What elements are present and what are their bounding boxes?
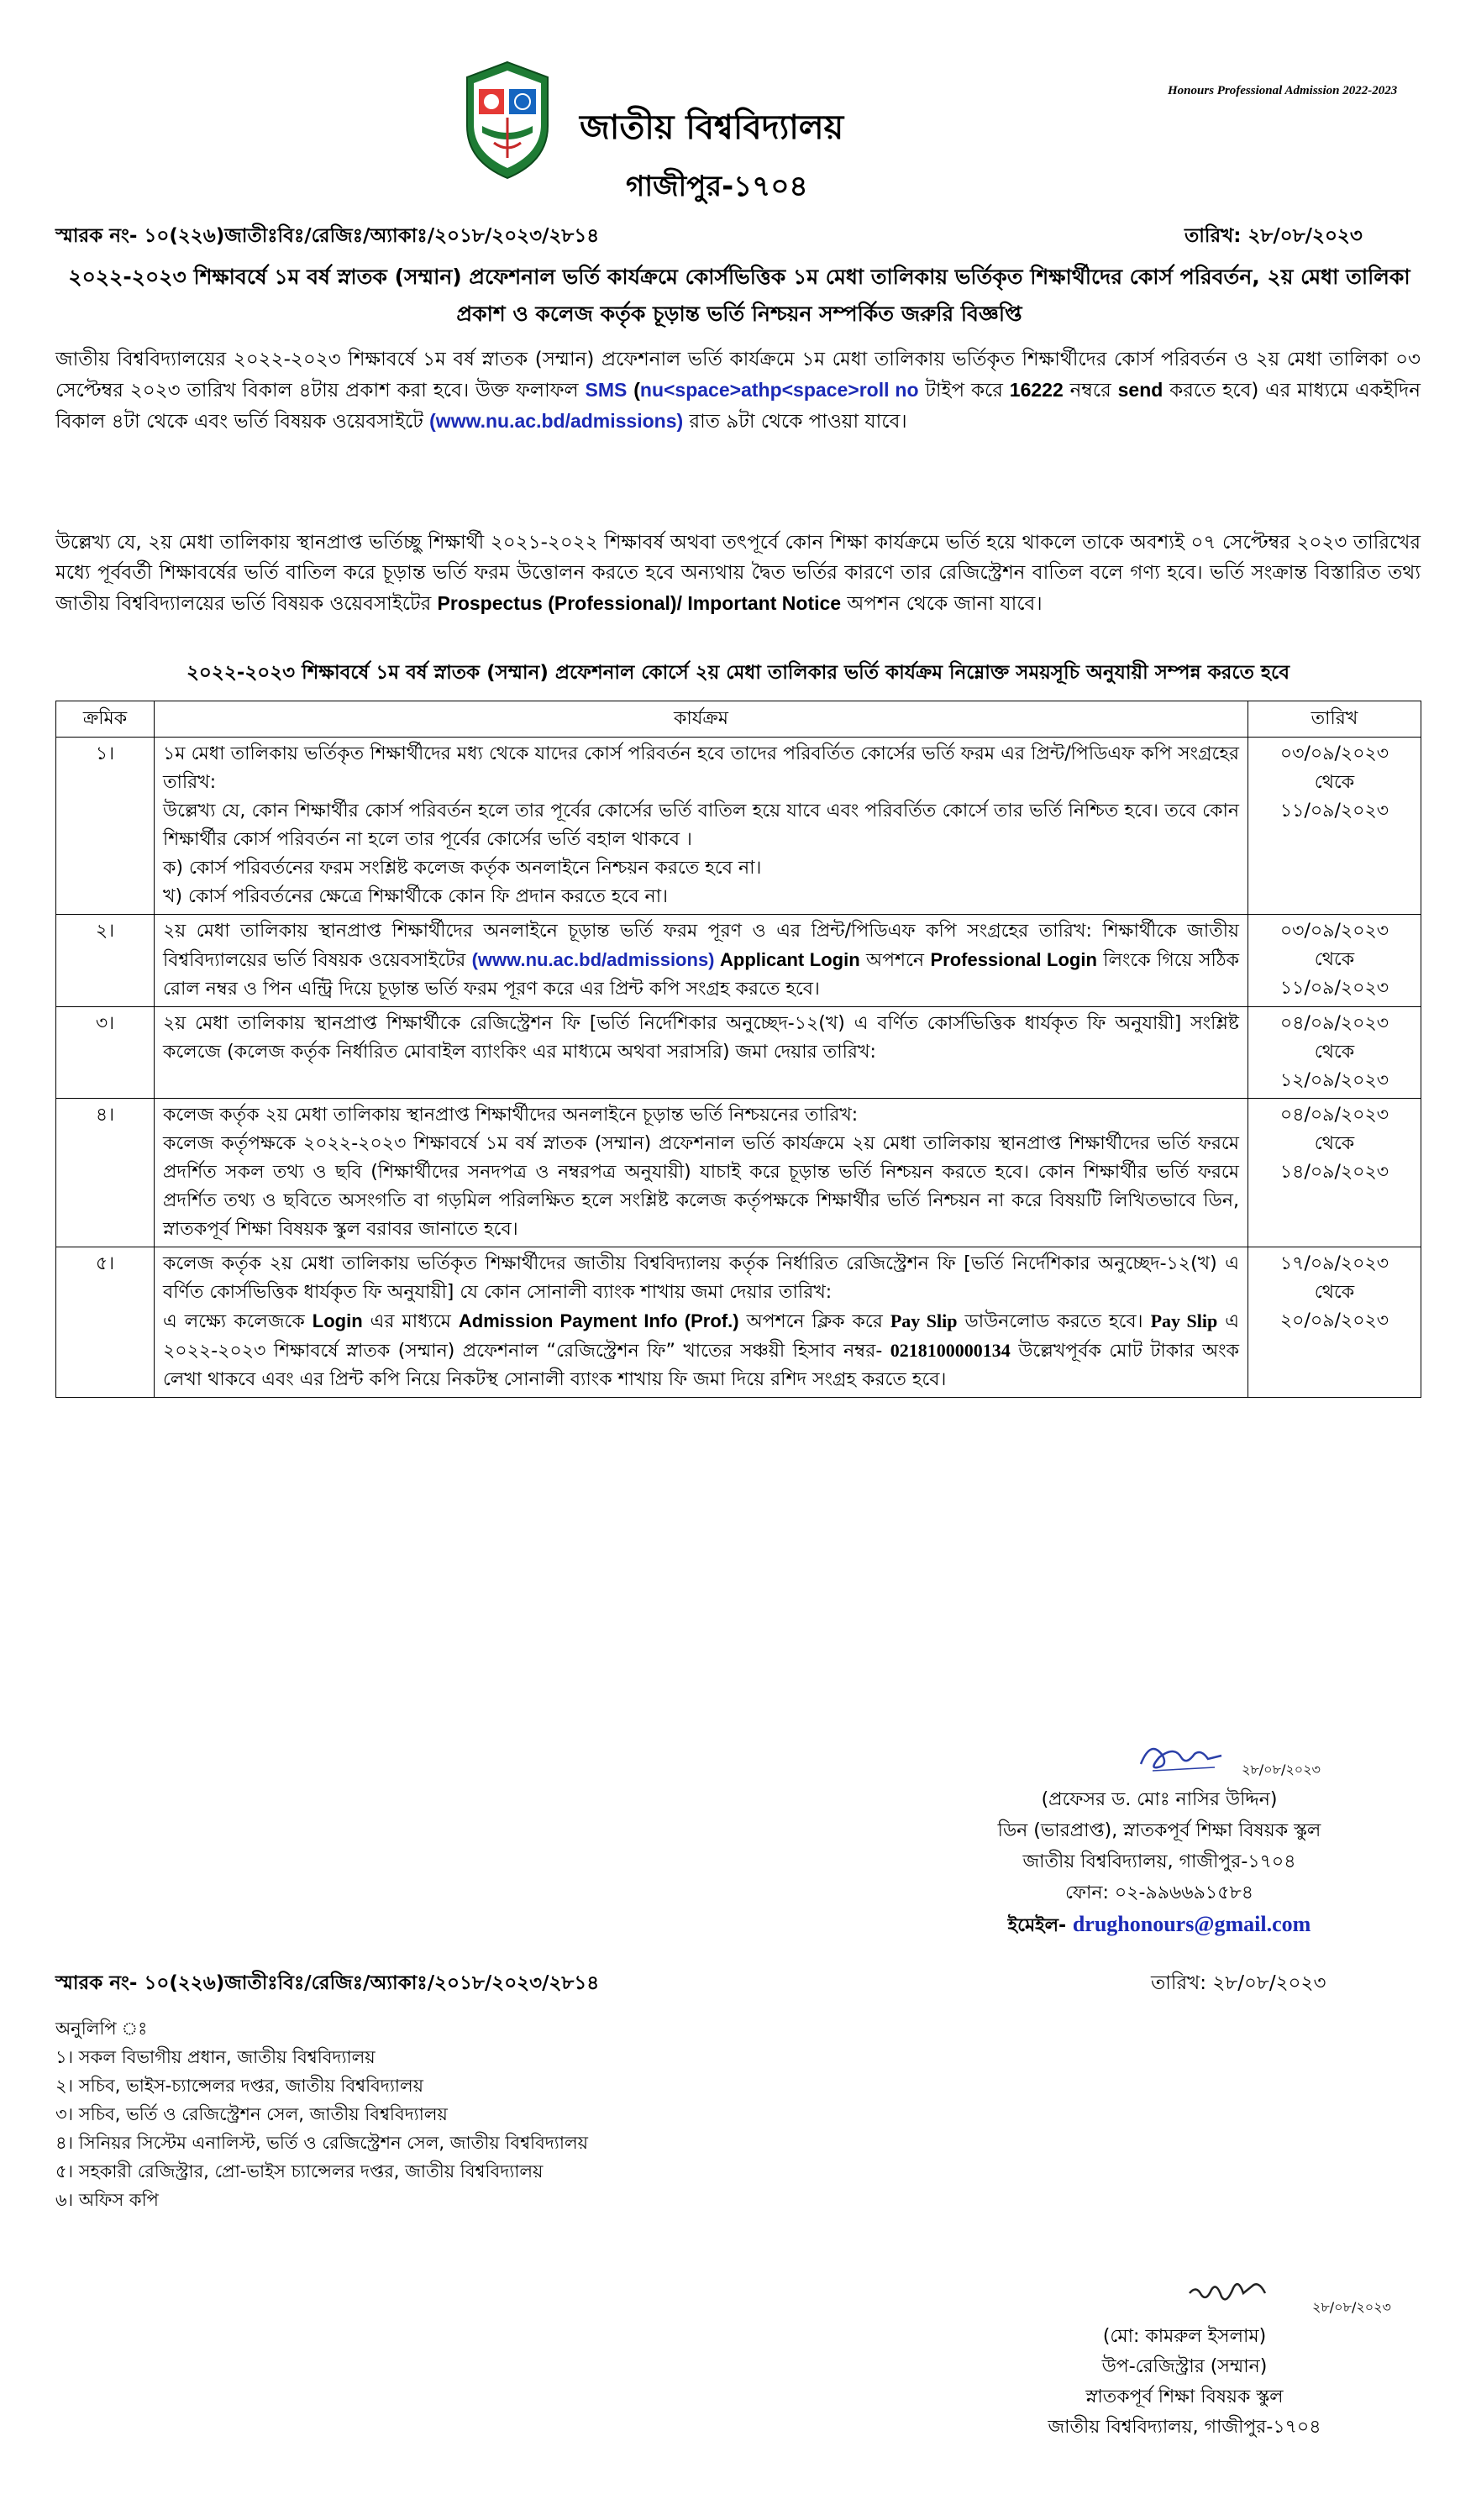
row-activity (155, 1007, 1248, 1099)
copies-list (55, 2014, 588, 2214)
activity-text: ডাউনলোড করতে হবে। (957, 1311, 1151, 1332)
payment-info-option: Admission Payment Info (Prof.) (458, 1310, 739, 1331)
memo2-date: তারিখ: ২৮/০৮/২০২৩ (1151, 1972, 1326, 1994)
signatory-deputy-registrar (924, 2322, 1445, 2443)
row-serial: ১। (56, 738, 155, 915)
signature-dean (1134, 1732, 1226, 1774)
signatory-designation: ডিন (ভারপ্রাপ্ত), স্নাতকপূর্ব শিক্ষা বিষয়ক স্কুল (997, 1820, 1321, 1841)
table-row (56, 915, 1421, 1007)
date-from: ০৩/০৯/২০২৩ (1279, 743, 1389, 764)
sign-date: ২৮/০৮/২০২৩ (1312, 2299, 1391, 2315)
activity-text: লিংকে গিয়ে সঠিক রোল নম্বর ও পিন এন্ট্রি দিয়ে চূড়ান্ত ভর্তি ফরম পূরণ করে এর প্রিন্ট কপি সংগ্রহ করতে হবে। (163, 950, 1239, 1000)
sms-number: 16222 (1009, 379, 1064, 401)
date-separator: থেকে (1314, 1042, 1355, 1063)
signatory-phone: ফোন: ০২-৯৯৬৬৯১৫৮৪ (1064, 1882, 1253, 1903)
signatory-designation: উপ-রেজিস্ট্রার (সম্মান) (1101, 2356, 1268, 2377)
sign-date: ২৮/০৮/২০২৩ (1242, 1761, 1321, 1777)
para2-text: উল্লেখ্য যে, ২য় মেধা তালিকায় স্থানপ্রাপ্ত ভর্তিচ্ছু শিক্ষার্থী ২০২১-২০২২ শিক্ষাবর্ষ অথবা তৎপূর্বে কোন শিক্ষা কার্যক্রমে ভর্তি হয়ে থাকলে তাকে অবশ্যই ০৭ সেপ্টেম্বর ২০২৩ তারিখের মধ্যে পূর্ববর্তী শিক্ষাবর্ষের ভর্তি বাতিল করে চূড়ান্ত ভর্তি ফরম উত্তোলন করতে হবে অন্যথায় দ্বৈত ভর্তির কারণে তার রেজিস্ট্রেশন বাতিল বলে গণ্য হবে। ভর্তি সংক্রান্ত বিস্তারিত তথ্য জাতীয় বিশ্ববিদ্যালয়ের ভর্তি বিষয়ক ওয়েবসাইটের (55, 532, 1421, 615)
table-row (56, 738, 1421, 915)
email-label: ইমেইল- (1007, 1915, 1073, 1936)
date-separator: থেকে (1314, 772, 1355, 793)
activity-line: কলেজ কর্তৃক ২য় মেধা তালিকায় ভর্তিকৃত শিক্ষার্থীদের জাতীয় বিশ্ববিদ্যালয় কর্তৃক নির্ধারিত রেজিস্ট্রেশন ফি [ভর্তি নির্দেশিকার অনুচ্ছেদ-১২(খ) এ বর্ণিত কোর্সভিত্তিক ধার্যকৃত ফি অনুযায়ী] যে কোন সোনালী ব্যাংক শাখায় জমা দেয়ার তারিখ: (163, 1253, 1239, 1303)
para1-text: রাত ৯টা থেকে পাওয়া যাবে। (683, 411, 907, 433)
account-number: 0218100000134 (890, 1340, 1011, 1361)
list-item: ৬। অফিস কপি (55, 2190, 159, 2210)
row-date (1248, 1099, 1421, 1247)
row-date (1248, 738, 1421, 915)
list-item: ২। সচিব, ভাইস-চ্যান্সেলর দপ্তর, জাতীয় বিশ্ববিদ্যালয় (55, 2076, 424, 2096)
send-keyword: send (1117, 379, 1163, 401)
table-header-row (56, 701, 1421, 738)
admission-website-link[interactable]: (www.nu.ac.bd/admissions) (429, 410, 684, 432)
row-serial: ৫। (56, 1247, 155, 1398)
activity-line (163, 1307, 1239, 1394)
activity-text: উল্লেখপূর্বক মোট টাকার অংক লেখা থাকবে এবং এর প্রিন্ট কপি নিয়ে নিকটস্থ সোনালী ব্যাংক শাখায় ফি জমা দিয়ে রশিদ সংগ্রহ করতে হবে। (163, 1341, 1240, 1390)
list-item: ১। সকল বিভাগীয় প্রধান, জাতীয় বিশ্ববিদ্যালয় (55, 2047, 376, 2067)
row-activity (155, 1099, 1248, 1247)
activity-text: ২য় মেধা তালিকায় স্থানপ্রাপ্ত শিক্ষার্থীদের অনলাইনে চূড়ান্ত ভর্তি ফরম পূরণ ও এর প্রিন্ট/পিডিএফ কপি সংগ্রহের তারিখ: শিক্ষার্থীকে জাতীয় বিশ্ববিদ্যালয়ের ভর্তি বিষয়ক ওয়েবসাইটের (163, 921, 1239, 971)
date-from: ১৭/০৯/২০২৩ (1279, 1253, 1389, 1274)
list-item: ৪। সিনিয়র সিস্টেম এনালিস্ট, ভর্তি ও রেজিস্ট্রেশন সেল, জাতীয় বিশ্ববিদ্যালয় (55, 2133, 588, 2153)
memo-date: তারিখ: ২৮/০৮/২০২৩ (1184, 225, 1363, 247)
signatory-address: জাতীয় বিশ্ববিদ্যালয়, গাজীপুর-১৭০৪ (1048, 2417, 1321, 2438)
para1-text: টাইপ করে (918, 380, 1010, 402)
activity-line: খ) কোর্স পরিবর্তনের ক্ষেত্রে শিক্ষার্থীকে কোন ফি প্রদান করতে হবে না। (163, 886, 668, 907)
date-to: ১৪/০৯/২০২৩ (1279, 1162, 1389, 1183)
row-activity (155, 915, 1248, 1007)
row-activity (155, 738, 1248, 915)
session-note: Honours Professional Admission 2022-2023 (1168, 84, 1398, 97)
signatory-office: জাতীয় বিশ্ববিদ্যালয়, গাজীপুর-১৭০৪ (1022, 1851, 1296, 1872)
date-separator: থেকে (1314, 949, 1355, 970)
date-to: ২০/০৯/২০২৩ (1279, 1310, 1389, 1331)
intro-paragraph: জাতীয় বিশ্ববিদ্যালয়ের ২০২২-২০২৩ শিক্ষাবর্ষে ১ম বর্ষ স্নাতক (সম্মান) প্রফেশনাল ভর্তি কার্যক্রমে ১ম মেধা তালিকায় ভর্তিকৃত শিক্ষার্থীদের কোর্স পরিবর্তন ও ২য় মেধা তালিকা ০৩ সেপ্টেম্বর ২০২৩ তারিখ বিকাল ৪টায় প্রকাশ করা হবে। উক্ত ফলাফল SMS (nu<space>athp<space>roll no টাইপ করে 16222 নম্বরে send করতে হবে) এর মাধ্যমে একইদিন বিকাল ৪টা থেকে এবং ভর্তি বিষয়ক ওয়েবসাইটে (www.nu.ac.bd/admissions) রাত ৯টা থেকে পাওয়া যাবে। (55, 349, 1421, 433)
date-from: ০৩/০৯/২০২৩ (1279, 921, 1389, 942)
note-paragraph (55, 528, 1421, 619)
date-to: ১১/০৯/২০২৩ (1279, 978, 1389, 999)
table-row (56, 1007, 1421, 1099)
table-row (56, 1247, 1421, 1398)
applicant-login-option: Applicant Login (714, 949, 860, 970)
date-separator: থেকে (1314, 1282, 1355, 1303)
memo2-ref-number: স্মারক নং- ১০(২২৬)জাতীঃবিঃ/রেজিঃ/অ্যাকাঃ/২০১৮/২০২৩/২৮১৪ (55, 1972, 600, 1994)
signature-deputy-registrar (1184, 2268, 1277, 2310)
para1-text: জাতীয় বিশ্ববিদ্যালয়ের ২০২২-২০২৩ শিক্ষাবর্ষে ১ম বর্ষ স্নাতক (সম্মান) প্রফেশনাল ভর্তি কার্যক্রমে ১ম মেধা তালিকায় ভর্তিকৃত শিক্ষার্থীদের কোর্স পরিবর্তন ও ২য় মেধা তালিকা ০৩ সেপ্টেম্বর ২০২৩ তারিখ বিকাল ৪টায় প্রকাশ করা হবে। উক্ত ফলাফল (55, 349, 1421, 402)
date-to: ১১/০৯/২০২৩ (1279, 801, 1389, 822)
pay-slip-label: Pay Slip (1150, 1310, 1218, 1331)
date-to: ১২/০৯/২০২৩ (1279, 1070, 1389, 1091)
signatory-dean (882, 1784, 1437, 1941)
activity-text: এ ২০২২-২০২৩ শিক্ষাবর্ষে স্নাতক (সম্মান) প্রফেশনাল “রেজিস্ট্রেশন ফি” খাতের সঞ্চয়ী হিসাব নম্বর- (163, 1311, 1239, 1362)
schedule-heading: ২০২২-২০২৩ শিক্ষাবর্ষে ১ম বর্ষ স্নাতক (সম্মান) প্রফেশনাল কোর্সে ২য় মেধা তালিকার ভর্তি কার্যক্রম নিম্নোক্ত সময়সূচি অনুযায়ী সম্পন্ন করতে হবে (186, 662, 1290, 684)
para1-text: করতে হবে) এর মাধ্যমে একইদিন বিকাল ৪টা থেকে এবং ভর্তি বিষয়ক ওয়েবসাইটে (55, 380, 1421, 433)
university-logo (460, 59, 554, 181)
signatory-office: স্নাতকপূর্ব শিক্ষা বিষয়ক স্কুল (1085, 2386, 1284, 2407)
column-header-activity: কার্যক্রম (155, 701, 1248, 738)
activity-text: এর মাধ্যমে (362, 1311, 459, 1332)
activity-line: ১ম মেধা তালিকায় ভর্তিকৃত শিক্ষার্থীদের মধ্য থেকে যাদের কোর্স পরিবর্তন হবে তাদের পরিবর্তিত কোর্সের ভর্তি ফরম এর প্রিন্ট/পিডিএফ কপি সংগ্রহের তারিখ: (163, 743, 1239, 793)
date-from: ০৪/০৯/২০২৩ (1279, 1013, 1389, 1034)
row-serial: ৪। (56, 1099, 155, 1247)
university-name: জাতীয় বিশ্ববিদ্যালয় (580, 108, 844, 147)
activity-text: অপশনে (859, 950, 931, 971)
sms-label: SMS (585, 379, 628, 401)
professional-login-link: Professional Login (930, 949, 1097, 970)
column-header-date: তারিখ (1248, 701, 1421, 738)
copies-heading: অনুলিপি ঃ (55, 2019, 148, 2039)
memo-ref-number: স্মারক নং- ১০(২২৬)জাতীঃবিঃ/রেজিঃ/অ্যাকাঃ/২০১৮/২০২৩/২৮১৪ (55, 225, 600, 247)
pay-slip-label: Pay Slip (890, 1310, 958, 1331)
row-date (1248, 1007, 1421, 1099)
university-address: গাজীপুর-১৭০৪ (626, 170, 808, 203)
activity-text: ২য় মেধা তালিকায় স্থানপ্রাপ্ত শিক্ষার্থীকে রেজিস্ট্রেশন ফি [ভর্তি নির্দেশিকার অনুচ্ছেদ-১২(খ) এ বর্ণিত কোর্সভিত্তিক ধার্যকৃত ফি অনুযায়ী] সংশ্লিষ্ট কলেজে (কলেজ কর্তৃক নির্ধারিত মোবাইল ব্যাংকিং এর মাধ্যমে অথবা সরাসরি) জমা দেয়ার তারিখ: (163, 1013, 1239, 1063)
row-date (1248, 915, 1421, 1007)
signatory-name: (মো: কামরুল ইসলাম) (1102, 2326, 1267, 2347)
row-serial: ৩। (56, 1007, 155, 1099)
notice-title: ২০২২-২০২৩ শিক্ষাবর্ষে ১ম বর্ষ স্নাতক (সম্মান) প্রফেশনাল ভর্তি কার্যক্রমে কোর্সভিত্তিক ১ম মেধা তালিকায় ভর্তিকৃত শিক্ষার্থীদের কোর্স পরিবর্তন, ২য় মেধা তালিকা প্রকাশ ও কলেজ কর্তৃক চূড়ান্ত ভর্তি নিশ্চয়ন সম্পর্কিত জরুরি বিজ্ঞপ্তি (68, 265, 1410, 326)
row-activity (155, 1247, 1248, 1398)
sms-format: nu<space>athp<space>roll no (639, 379, 919, 401)
admission-website-link[interactable]: (www.nu.ac.bd/admissions) (471, 949, 715, 970)
list-item: ৩। সচিব, ভর্তি ও রেজিস্ট্রেশন সেল, জাতীয় বিশ্ববিদ্যালয় (55, 2104, 448, 2124)
activity-text: এ লক্ষ্যে কলেজকে (163, 1311, 313, 1332)
list-item: ৫। সহকারী রেজিস্ট্রার, প্রো-ভাইস চ্যান্সেলর দপ্তর, জাতীয় বিশ্ববিদ্যালয় (55, 2161, 544, 2181)
activity-line: কলেজ কর্তৃক ২য় মেধা তালিকায় স্থানপ্রাপ্ত শিক্ষার্থীদের অনলাইনে চূড়ান্ত ভর্তি নিশ্চয়নের তারিখ: (163, 1105, 859, 1126)
activity-line: উল্লেখ্য যে, কোন শিক্ষার্থীর কোর্স পরিবর্তন হলে তার পূর্বের কোর্সের ভর্তি বাতিল হয়ে যাবে এবং পরিবর্তিত কোর্সে তার ভর্তি নিশ্চিত হবে। তবে কোন শিক্ষার্থীর কোর্স পরিবর্তন না হলে তার পূর্বের কোর্সের ভর্তি বহাল থাকবে । (163, 801, 1239, 850)
table-row (56, 1099, 1421, 1247)
row-serial: ২। (56, 915, 155, 1007)
date-from: ০৪/০৯/২০২৩ (1279, 1105, 1389, 1126)
date-separator: থেকে (1314, 1133, 1355, 1154)
activity-text: অপশনে ক্লিক করে (738, 1311, 890, 1332)
prospectus-option: Prospectus (Professional)/ Important Notice (437, 592, 842, 614)
admission-schedule-table (55, 701, 1421, 1398)
para2-text: অপশন থেকে জানা যাবে। (841, 593, 1043, 615)
activity-line: ক) কোর্স পরিবর্তনের ফরম সংশ্লিষ্ট কলেজ কর্তৃক অনলাইনে নিশ্চয়ন করতে হবে না। (163, 858, 762, 879)
signatory-name: (প্রফেসর ড. মোঃ নাসির উদ্দিন) (1041, 1789, 1278, 1810)
activity-line: কলেজ কর্তৃপক্ষকে ২০২২-২০২৩ শিক্ষাবর্ষে ১ম বর্ষ স্নাতক (সম্মান) প্রফেশনাল ভর্তি কার্যক্রমে ২য় মেধা তালিকায় স্থানপ্রাপ্ত শিক্ষার্থীদের ভর্তি ফরমে প্রদর্শিত সকল তথ্য ও ছবি (শিক্ষার্থীদের সনদপত্র ও নম্বরপত্র অনুযায়ী) যাচাই করে চূড়ান্ত ভর্তি নিশ্চয়ন করতে হবে। কোন শিক্ষার্থীর ভর্তি ফরমে প্রদর্শিত তথ্য ও ছবিতে অসংগতি বা গড়মিল পরিলক্ষিত হলে সংশ্লিষ্ট কলেজ কর্তৃপক্ষকে শিক্ষার্থীর ভর্তি নিশ্চয়ন না করে বিষয়টি লিখিতভাবে ডিন, স্নাতকপূর্ব শিক্ষা বিষয়ক স্কুল বরাবর জানাতে হবে। (163, 1133, 1239, 1240)
row-date (1248, 1247, 1421, 1398)
column-header-serial: ক্রমিক (56, 701, 155, 738)
email-link[interactable]: drughonours@gmail.com (1072, 1912, 1311, 1936)
para1-text: নম্বরে (1063, 380, 1118, 402)
login-option: Login (312, 1310, 363, 1331)
